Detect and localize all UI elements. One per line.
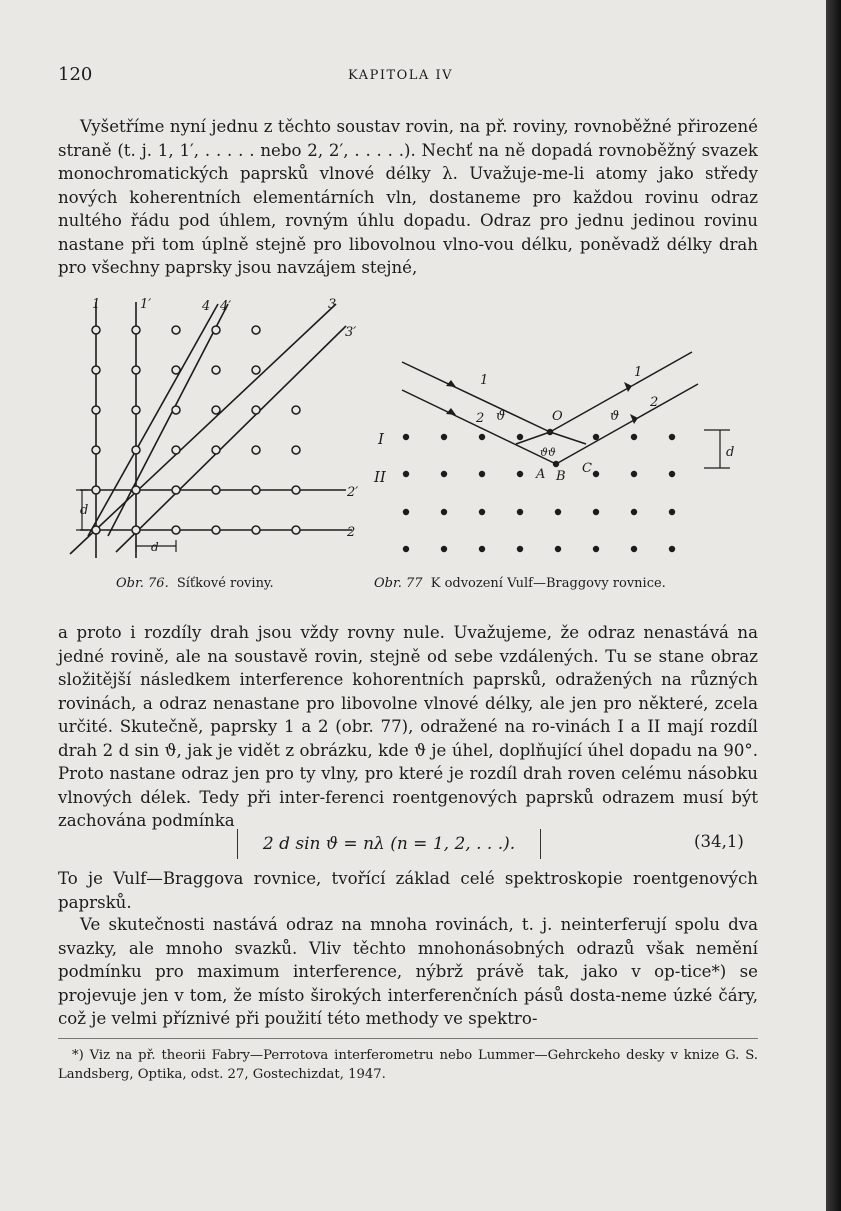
label-theta-in: ϑ — [496, 409, 506, 424]
plane-line-3 — [70, 304, 336, 554]
page-number: 120 — [58, 64, 93, 85]
label-3p: 3′ — [345, 325, 357, 340]
caption-76-label: Obr. 76. — [116, 576, 169, 591]
paragraph-4: Ve skutečnosti nastává odraz na mnoha rovinách, t. j. neinterferují spolu dva svazky, ale mnoho svazků. Vliv těchto mnohonásobných odrazů však nemění podmínku pro maximum interference, nýbrž právě tak, jako v op-tice*) se projevuje jen v tom, že místo širokých interferenčních pásů dosta-neme úzké čáry, což je velmi příznivé při použití této methody ve spektro- — [58, 915, 758, 1028]
label-o: O — [552, 409, 563, 424]
label-c: C — [582, 461, 592, 476]
label-b: B — [556, 469, 566, 484]
label-1: 1 — [92, 297, 101, 312]
paragraph-1: Vyšetříme nyní jednu z těchto soustav rovin, na př. roviny, rovnoběžné přirozené straně (t. j. 1, 1′, . . . . . nebo 2, 2′, . . . . .). Nechť na ně dopadá rovnoběžný svazek monochromatických paprsků vlnové délky λ. Uvažuje-me-li atomy jako středy nových koherentních elementárních vln, dostaneme pro každou rovinu odraz nultého řádu pod úhlem, rovným úhlu dopadu. Odraz pro jednu jedinou rovinu nastane při tom úplně stejně pro libovolnou vlno-vou délku, poněvadž délky drah pro všechny paprsky jsou navzájem stejné, — [58, 117, 758, 277]
figure-77-bragg-diagram — [360, 340, 750, 562]
paragraph-3: To je Vulf—Braggova rovnice, tvořící základ celé spektroskopie roentgenových paprsků. — [58, 869, 758, 912]
footnote: *) Viz na př. theorii Fabry—Perrotova interferometru nebo Lummer—Gehrckeho desky v knize G. S. Landsberg, Optika, odst. 27, Gostechizdat, 1947. — [58, 1048, 758, 1082]
label-2p: 2′ — [347, 485, 359, 500]
label-ray-2-out: 2 — [650, 395, 659, 410]
label-theta-out: ϑ — [610, 409, 620, 424]
label-ray-1: 1 — [480, 373, 489, 388]
label-4: 4 — [202, 299, 211, 314]
label-2: 2 — [347, 525, 356, 540]
label-d-left: d — [80, 503, 89, 518]
caption-77-label: Obr. 77 — [374, 576, 423, 591]
paragraph-2: a proto i rozdíly drah jsou vždy rovny nule. Uvažujeme, že odraz nenastává na jedné rovině, ale na soustavě rovin, stejně od sebe vzdálených. Tu se stane obraz složitější následkem interference kohorentních paprsků, odražených na různých rovinách, a odraz nenastane pro libovolne vlnové délky, ale jen pro některé, zcela určité. Skutečně, paprsky 1 a 2 (obr. 77), odražené na ro-vinách I a II mají rozdíl drah 2 d sin ϑ, jak je vidět z obrázku, kde ϑ je úhel, doplňující úhel dopadu na 90°. Proto nastane odraz jen pro ty vlny, pro které je rozdíl drah roven celému násobku vlnových délek. Tedy při inter-ferenci roentgenových paprsků odrazem musí být zachována podmínka — [58, 623, 758, 830]
bragg-equation: 2 d sin ϑ = nλ (n = 1, 2, . . .). — [237, 829, 541, 859]
label-1p: 1′ — [140, 297, 152, 312]
label-thetas: ϑϑ — [540, 446, 556, 459]
lattice-atoms — [92, 326, 300, 534]
caption-77 — [374, 576, 666, 591]
running-header — [58, 64, 758, 88]
label-ray-2: 2 — [476, 411, 485, 426]
label-a: A — [536, 467, 546, 482]
label-d-bottom: d — [151, 540, 159, 554]
chapter-title: KAPITOLA IV — [348, 68, 453, 83]
caption-77-text: K odvození Vulf—Braggovy rovnice. — [430, 576, 666, 591]
footnote-rule — [58, 1038, 758, 1039]
label-3: 3 — [328, 297, 337, 312]
caption-76-text: Síťkové roviny. — [176, 576, 274, 591]
page-edge-shadow — [826, 0, 841, 1211]
equation-number: (34,1) — [694, 832, 744, 851]
plane-line-4 — [88, 304, 218, 536]
plane-line-3p — [116, 326, 346, 552]
label-plane-1: I — [378, 430, 384, 448]
figure-76-lattice-planes — [60, 296, 360, 562]
caption-76 — [116, 576, 274, 591]
label-4p: 4′ — [220, 299, 232, 314]
atom-grid — [403, 429, 675, 552]
label-plane-2: II — [374, 468, 386, 486]
label-ray-1-out: 1 — [634, 365, 643, 380]
label-d: d — [726, 445, 735, 460]
